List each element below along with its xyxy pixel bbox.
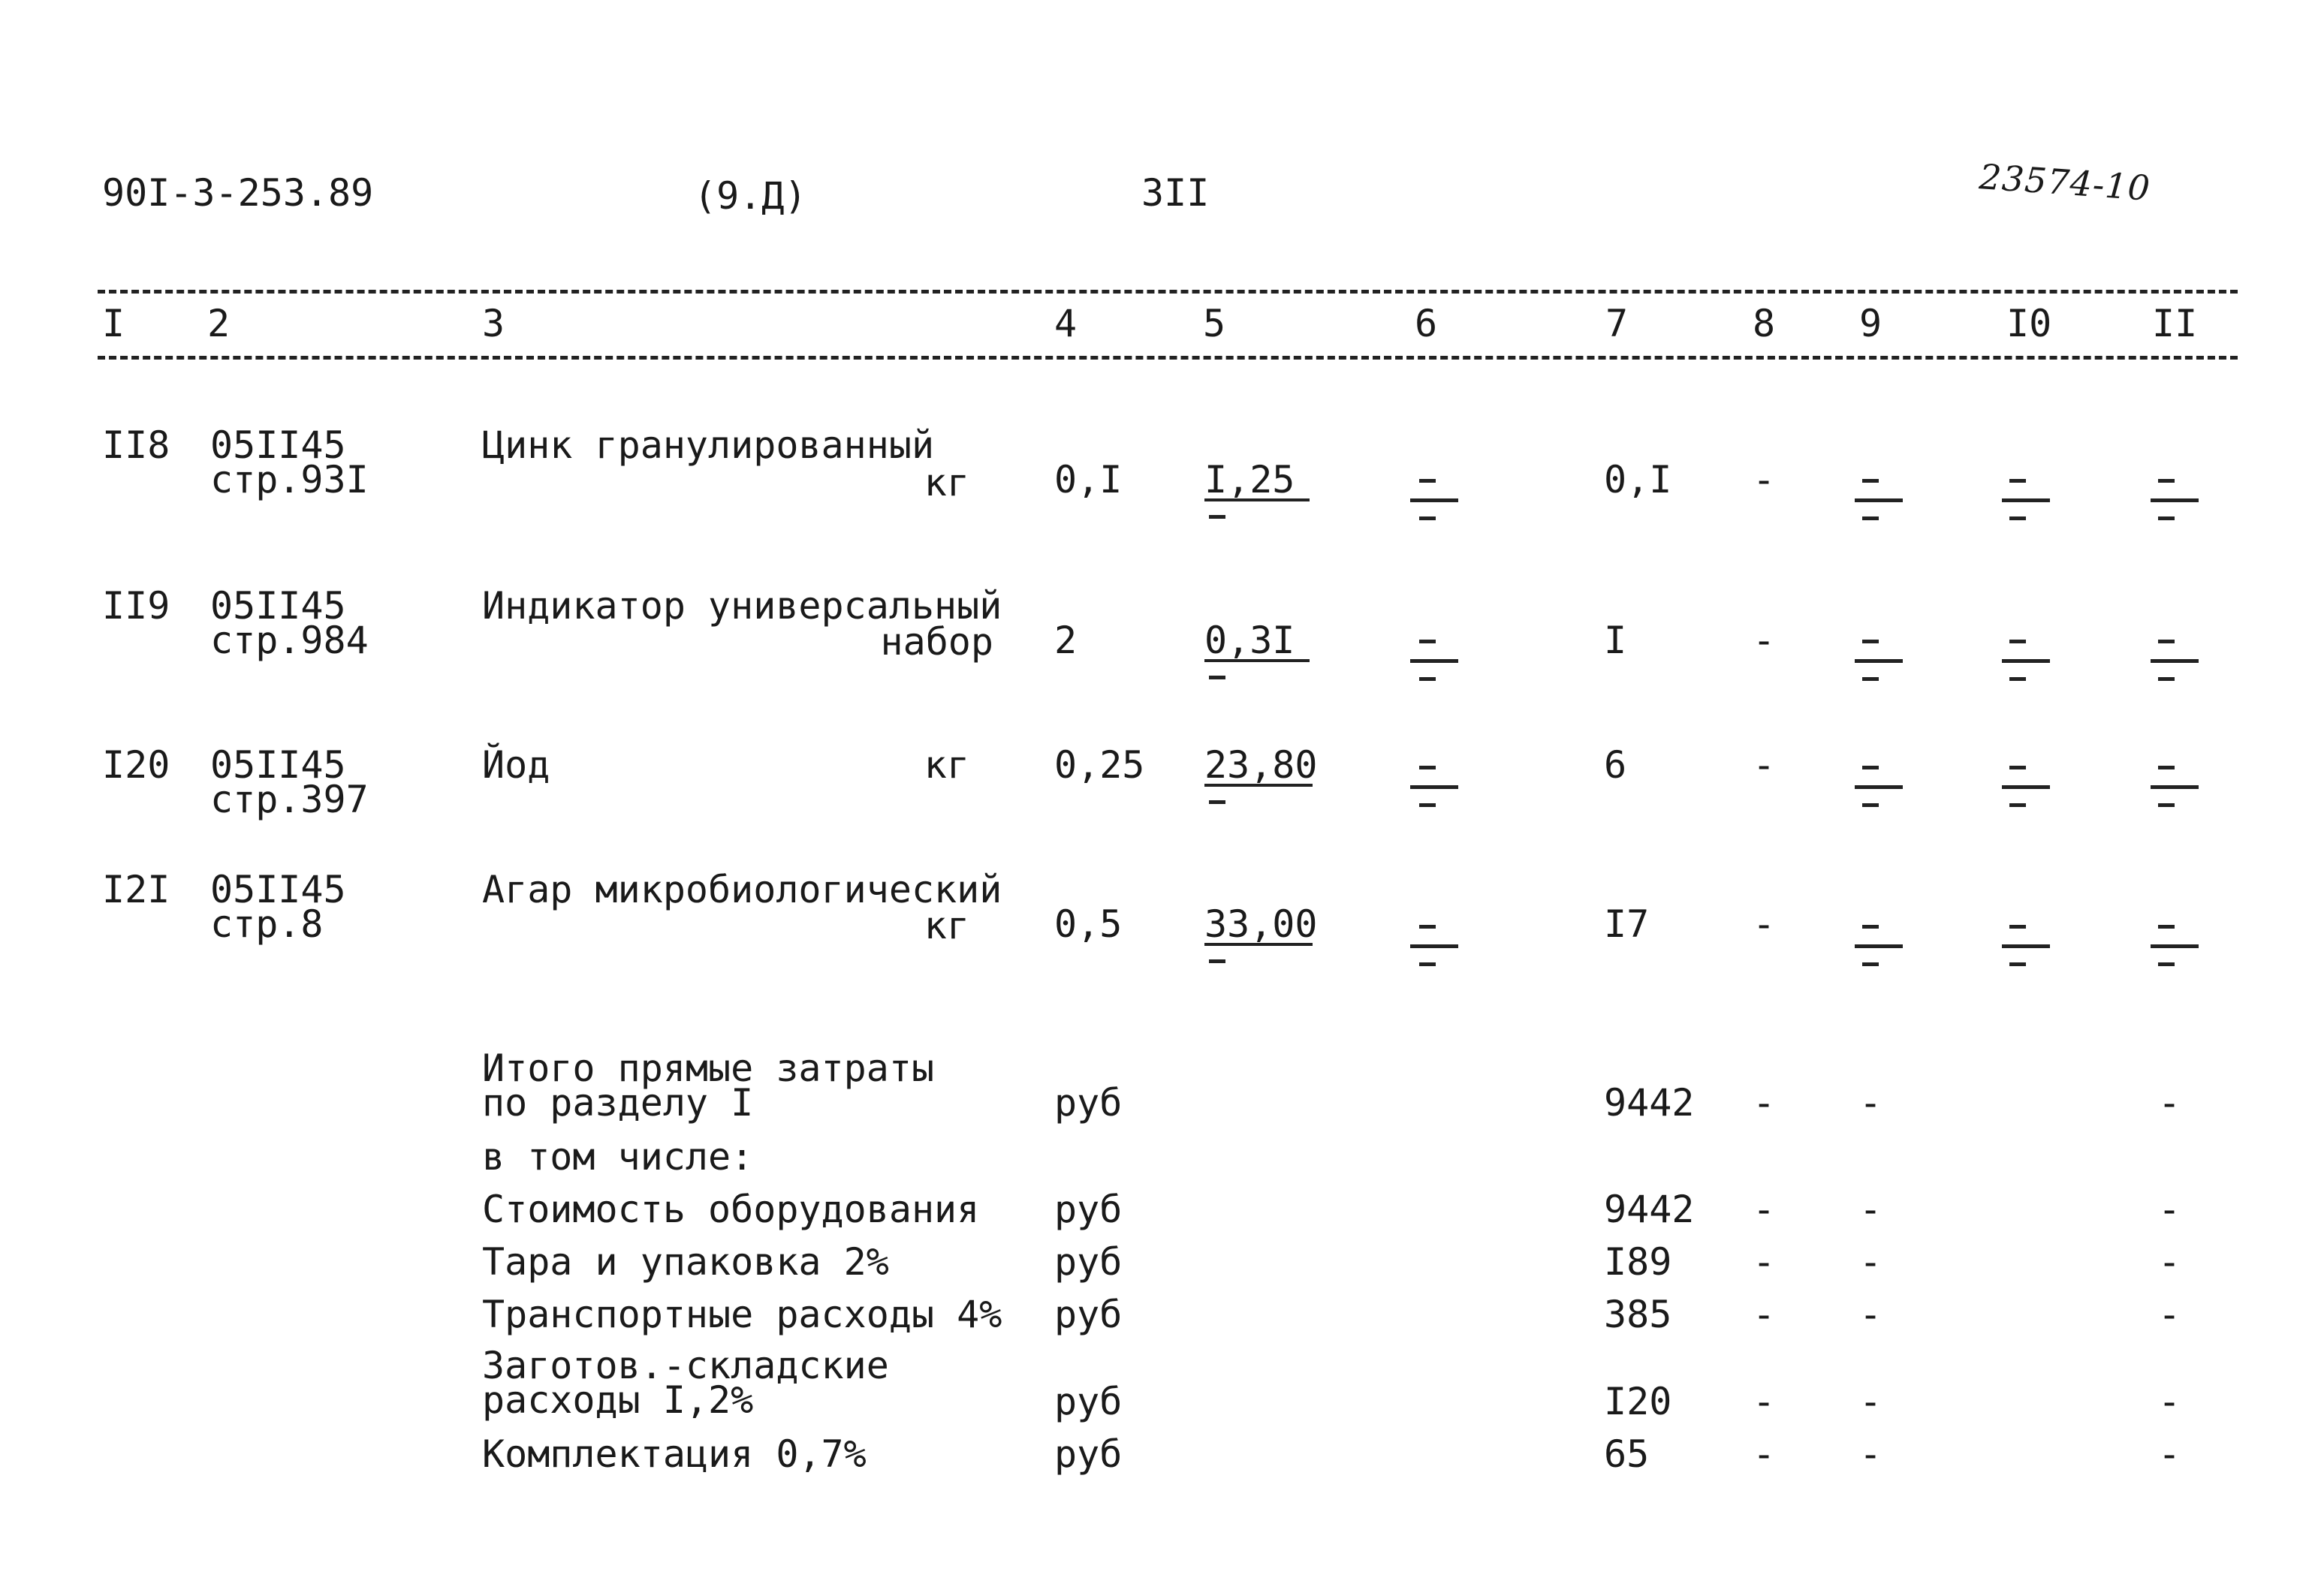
empty-dash: - [1753, 1081, 1776, 1125]
empty-dash: - [2158, 1432, 2181, 1476]
empty-dash: - [2158, 1188, 2181, 1231]
catalog-page: стр.93I [210, 458, 369, 501]
item-name: Цинк гранулированный [482, 423, 935, 467]
price-underline [1204, 498, 1310, 501]
empty-dash: - [1859, 1293, 1882, 1336]
item-quantity: 0,5 [1054, 902, 1123, 946]
catalog-page: стр.8 [210, 902, 324, 946]
column-number: 6 [1415, 302, 1438, 345]
catalog-page: стр.984 [210, 619, 369, 662]
document-code: 90I-3-253.89 [102, 171, 374, 215]
unit-price: I,25 [1204, 458, 1295, 501]
unit-price: 33,00 [1204, 902, 1318, 946]
item-total: I7 [1604, 902, 1650, 946]
summary-unit: руб [1054, 1380, 1123, 1423]
summary-unit: руб [1054, 1081, 1123, 1125]
row-number: II9 [102, 584, 170, 628]
column-number: 9 [1859, 302, 1882, 345]
summary-value: 9442 [1604, 1188, 1695, 1231]
page-number: 3II [1141, 171, 1210, 215]
including-label: в том числе: [482, 1135, 754, 1179]
item-name: Агар микробиологический [482, 868, 1002, 911]
empty-dash: - [1753, 619, 1776, 662]
row-number: I2I [102, 868, 170, 911]
column-number: I0 [2006, 302, 2052, 345]
summary-label: Итого прямые затраты [482, 1046, 935, 1090]
material-code: 05II45 [210, 868, 346, 911]
summary-unit: руб [1054, 1432, 1123, 1476]
empty-dash: - [2158, 1081, 2181, 1125]
summary-unit: руб [1054, 1240, 1123, 1284]
header-top-rule [98, 290, 2238, 294]
summary-value: 385 [1604, 1293, 1672, 1336]
price-dash [1209, 676, 1225, 679]
summary-label: Заготов.-складские [482, 1344, 889, 1387]
summary-unit: руб [1054, 1188, 1123, 1231]
empty-dash: - [1753, 1293, 1776, 1336]
summary-unit: руб [1054, 1293, 1123, 1336]
material-code: 05II45 [210, 584, 346, 628]
summary-value: 9442 [1604, 1081, 1695, 1125]
item-total: 0,I [1604, 458, 1672, 501]
summary-label: Транспортные расходы 4% [482, 1293, 1002, 1336]
empty-dash: - [1753, 1188, 1776, 1231]
summary-value: I20 [1604, 1380, 1672, 1423]
empty-dash: - [1859, 1081, 1882, 1125]
price-underline [1204, 659, 1310, 662]
empty-dash: - [1859, 1240, 1882, 1284]
summary-label: расходы I,2% [482, 1378, 754, 1422]
material-code: 05II45 [210, 743, 346, 787]
empty-dash: - [1753, 1240, 1776, 1284]
empty-dash: - [1859, 1432, 1882, 1476]
catalog-page: стр.397 [210, 778, 369, 821]
item-unit: кг [924, 461, 969, 504]
price-underline [1204, 784, 1313, 787]
price-dash [1209, 800, 1225, 804]
empty-dash: - [1753, 1432, 1776, 1476]
summary-label: по разделу I [482, 1081, 754, 1125]
header-bottom-rule [98, 356, 2238, 360]
item-unit: набор [880, 620, 993, 664]
material-code: 05II45 [210, 423, 346, 467]
unit-price: 0,3I [1204, 619, 1295, 662]
item-name: Йод [482, 743, 550, 787]
empty-dash: - [2158, 1380, 2181, 1423]
item-quantity: 2 [1054, 619, 1078, 662]
item-quantity: 0,I [1054, 458, 1123, 501]
summary-value: 65 [1604, 1432, 1650, 1476]
row-number: I20 [102, 743, 170, 787]
column-number: II [2152, 302, 2198, 345]
column-number: 2 [207, 302, 231, 345]
price-dash [1209, 959, 1225, 963]
empty-dash: - [1753, 458, 1776, 501]
column-number: 8 [1753, 302, 1776, 345]
unit-price: 23,80 [1204, 743, 1318, 787]
column-number: I [102, 302, 125, 345]
item-total: I [1604, 619, 1627, 662]
empty-dash: - [1859, 1380, 1882, 1423]
item-unit: кг [924, 743, 969, 787]
summary-label: Стоимость оборудования [482, 1188, 980, 1231]
summary-value: I89 [1604, 1240, 1672, 1284]
empty-dash: - [1753, 902, 1776, 946]
empty-dash: - [1753, 1380, 1776, 1423]
item-total: 6 [1604, 743, 1627, 787]
column-number: 5 [1203, 302, 1226, 345]
section-code: (9.Д) [694, 174, 807, 218]
column-number: 7 [1605, 302, 1629, 345]
item-name: Индикатор универсальный [482, 584, 1002, 628]
row-number: II8 [102, 423, 170, 467]
item-quantity: 0,25 [1054, 743, 1145, 787]
price-dash [1209, 515, 1225, 519]
handwritten-reference: 23574-10 [1978, 156, 2152, 209]
summary-label: Тара и упаковка 2% [482, 1240, 889, 1284]
summary-label: Комплектация 0,7% [482, 1432, 867, 1476]
item-unit: кг [924, 904, 969, 947]
empty-dash: - [1859, 1188, 1882, 1231]
column-number: 4 [1054, 302, 1078, 345]
empty-dash: - [1753, 743, 1776, 787]
column-number: 3 [482, 302, 505, 345]
empty-dash: - [2158, 1293, 2181, 1336]
price-underline [1204, 943, 1313, 946]
empty-dash: - [2158, 1240, 2181, 1284]
